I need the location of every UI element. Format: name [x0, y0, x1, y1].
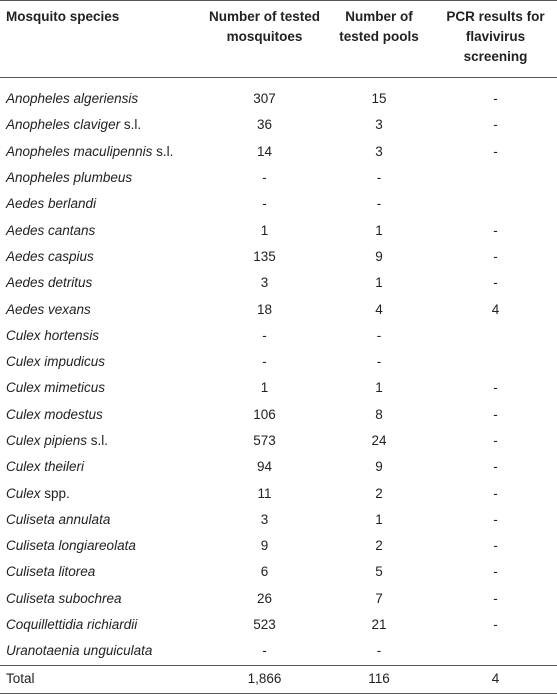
header-row	[0, 1, 557, 78]
table-row	[0, 533, 557, 559]
total-row	[0, 665, 557, 693]
pcr-result: -	[493, 406, 498, 422]
species-italic: Aedes caspius	[6, 248, 94, 264]
pool-count: -	[376, 643, 382, 659]
table-row	[0, 112, 557, 138]
mosquito-count: -	[262, 196, 267, 212]
mosquito-count: 307	[253, 91, 276, 107]
species-name	[0, 507, 205, 533]
pool-count: 8	[375, 406, 383, 422]
species-name	[0, 559, 205, 585]
table-row	[0, 586, 557, 612]
species-name	[0, 191, 205, 217]
pcr-result	[434, 191, 557, 217]
species-italic: Culex	[6, 485, 41, 501]
pool-count: 3	[375, 143, 383, 159]
species-italic: Coquillettidia richiardii	[6, 617, 138, 633]
pool-count: 9	[375, 459, 383, 475]
pool-count: 24	[371, 433, 387, 448]
species-suffix: s.l.	[120, 117, 142, 133]
pcr-result	[434, 349, 557, 375]
pool-count: -	[376, 354, 382, 370]
species-italic: Culiseta longiareolata	[6, 538, 136, 554]
table-row	[0, 612, 557, 638]
mosquito-count: 135	[253, 248, 276, 264]
species-name	[0, 586, 205, 612]
pcr-result: -	[493, 617, 498, 633]
mosquito-count: 18	[256, 301, 273, 317]
table-row	[0, 139, 557, 165]
mosquito-count: 106	[253, 406, 276, 422]
header-mosquitoes: Number of tested mosquitoes	[205, 1, 324, 78]
table-body	[0, 78, 557, 694]
pcr-result: -	[493, 91, 498, 107]
species-italic: Culiseta litorea	[6, 564, 96, 580]
species-name	[0, 217, 205, 243]
pool-count: 1	[375, 380, 383, 396]
species-name	[0, 78, 205, 113]
table-row	[0, 507, 557, 533]
pcr-result: -	[493, 143, 498, 159]
table-row	[0, 454, 557, 480]
species-italic: Culiseta annulata	[6, 511, 111, 527]
species-name	[0, 270, 205, 296]
mosquito-count: -	[262, 170, 267, 186]
species-italic: Anopheles claviger	[6, 117, 121, 133]
species-italic: Culiseta subochrea	[6, 590, 122, 606]
pool-count: 21	[371, 617, 387, 633]
species-italic: Culex hortensis	[6, 327, 100, 343]
species-italic: Culex impudicus	[6, 354, 106, 370]
species-name	[0, 349, 205, 375]
mosquito-count: 36	[256, 117, 273, 133]
pcr-result: -	[493, 117, 498, 133]
mosquito-count: 11	[257, 485, 272, 501]
species-name	[0, 139, 205, 165]
mosquito-count: 6	[260, 564, 269, 580]
species-suffix: spp.	[40, 485, 70, 501]
species-name	[0, 533, 205, 559]
pool-count: 3	[375, 117, 383, 133]
table-row	[0, 428, 557, 454]
pcr-result: -	[493, 459, 498, 475]
pcr-result	[434, 323, 557, 349]
species-name	[0, 480, 205, 506]
mosquito-count: 573	[253, 433, 276, 448]
header-pools: Number of tested pools	[324, 1, 434, 78]
pcr-result: 4	[491, 301, 500, 317]
pcr-result: -	[493, 511, 498, 527]
total-pcr: 4	[434, 665, 557, 693]
pool-count: -	[376, 196, 382, 212]
table-row	[0, 323, 557, 349]
species-italic: Aedes detritus	[6, 275, 93, 291]
species-italic: Culex pipiens	[6, 433, 88, 448]
mosquito-count: 26	[256, 590, 273, 606]
species-suffix: s.l.	[87, 433, 109, 448]
table-row	[0, 244, 557, 270]
pool-count: 1	[375, 275, 383, 291]
pcr-result: -	[493, 590, 498, 606]
table-row	[0, 217, 557, 243]
species-italic: Anopheles algeriensis	[6, 91, 139, 107]
pool-count: 15	[371, 91, 387, 107]
pool-count: 4	[375, 301, 383, 317]
species-italic: Anopheles plumbeus	[6, 170, 133, 186]
species-italic: Culex modestus	[6, 406, 103, 422]
mosquito-count: 3	[260, 275, 269, 291]
header-species: Mosquito species	[0, 1, 205, 78]
pcr-result: -	[493, 485, 498, 501]
pcr-result	[434, 165, 557, 191]
species-name	[0, 402, 205, 428]
table-row	[0, 296, 557, 322]
mosquito-count: 94	[256, 459, 273, 475]
mosquito-count: -	[262, 354, 267, 370]
pool-count: -	[376, 170, 382, 186]
total-label: Total	[0, 665, 205, 693]
species-italic: Uranotaenia unguiculata	[6, 643, 153, 659]
total-pools: 116	[324, 665, 434, 693]
pool-count: 1	[375, 511, 383, 527]
table-row	[0, 165, 557, 191]
species-name	[0, 323, 205, 349]
pcr-result	[434, 638, 557, 665]
pcr-result: -	[493, 380, 498, 396]
species-italic: Aedes vexans	[6, 301, 91, 317]
species-name	[0, 112, 205, 138]
species-name	[0, 165, 205, 191]
mosquito-count: 1	[260, 380, 269, 396]
table-row	[0, 270, 557, 296]
species-name	[0, 375, 205, 401]
pcr-result: -	[493, 275, 498, 291]
mosquito-count: -	[262, 327, 267, 343]
pcr-result: -	[493, 538, 498, 554]
pool-count: 2	[375, 485, 383, 501]
table-row	[0, 191, 557, 217]
species-italic: Aedes berlandi	[6, 196, 97, 212]
mosquito-count: 14	[256, 143, 273, 159]
table-row	[0, 349, 557, 375]
table-row	[0, 375, 557, 401]
pcr-result: -	[493, 248, 498, 264]
species-name	[0, 454, 205, 480]
table-row	[0, 559, 557, 585]
species-suffix: s.l.	[152, 143, 174, 159]
pool-count: 5	[375, 564, 383, 580]
species-name	[0, 296, 205, 322]
mosquito-count: -	[262, 643, 267, 659]
species-name	[0, 428, 205, 454]
pcr-result: -	[493, 222, 498, 238]
table-row	[0, 78, 557, 113]
mosquito-count: 523	[253, 617, 276, 633]
mosquito-count: 3	[260, 511, 269, 527]
species-italic: Aedes cantans	[6, 222, 96, 238]
species-name	[0, 638, 205, 665]
species-italic: Culex theileri	[6, 459, 85, 475]
total-mosquitoes: 1,866	[205, 665, 324, 693]
species-italic: Anopheles maculipennis	[6, 143, 153, 159]
pcr-result: -	[493, 433, 498, 448]
table-row	[0, 480, 557, 506]
mosquito-count: 9	[260, 538, 269, 554]
species-name	[0, 244, 205, 270]
pool-count: -	[376, 327, 382, 343]
header-pcr: PCR results for flavivirus screening	[434, 1, 557, 78]
pool-count: 9	[375, 248, 383, 264]
table-row	[0, 638, 557, 665]
species-name	[0, 612, 205, 638]
table-row	[0, 402, 557, 428]
pool-count: 7	[375, 590, 383, 606]
pool-count: 2	[375, 538, 383, 554]
mosquito-count: 1	[260, 222, 269, 238]
pool-count: 1	[375, 222, 383, 238]
pcr-result: -	[493, 564, 498, 580]
species-italic: Culex mimeticus	[6, 380, 106, 396]
